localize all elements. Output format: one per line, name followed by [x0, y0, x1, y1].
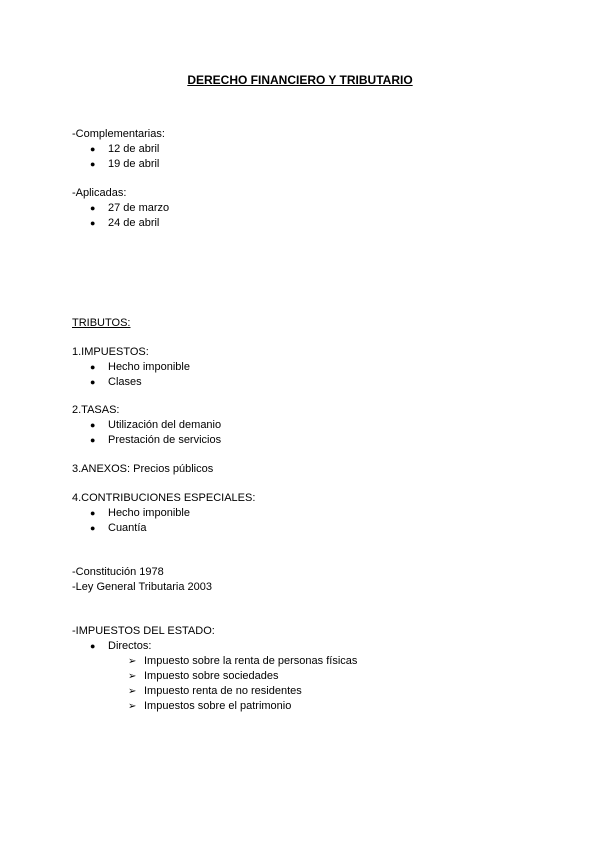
bullet-icon: ● [90, 641, 96, 651]
impuestos-estado-section [72, 624, 357, 714]
arrow-icon: ➢ [128, 656, 137, 667]
leyes-section [72, 565, 212, 595]
arrow-icon: ➢ [128, 671, 137, 682]
tributos-section [72, 316, 130, 331]
sub-list-item: ➢ Impuestos sobre el patrimonio [128, 700, 292, 712]
anexos-line: 3.ANEXOS: Precios públicos [72, 463, 214, 475]
list-item: ● Utilización del demanio [90, 419, 222, 431]
bullet-icon: ● [90, 159, 96, 169]
arrow-icon: ➢ [128, 701, 137, 712]
list-item: ● Prestación de servicios [90, 434, 222, 446]
tributos-heading: TRIBUTOS: [72, 317, 131, 329]
page-title: DERECHO FINANCIERO Y TRIBUTARIO [187, 73, 413, 87]
bullet-icon: ● [90, 523, 96, 533]
ley-line: -Ley General Tributaria 2003 [72, 581, 213, 593]
bullet-icon: ● [90, 218, 96, 228]
complementarias-section [72, 127, 165, 172]
list-item: ● Hecho imponible [90, 507, 190, 519]
complementarias-heading: -Complementarias: [72, 128, 165, 140]
list-item: ● 24 de abril [90, 217, 160, 229]
bullet-icon: ● [90, 377, 96, 387]
arrow-icon: ➢ [128, 686, 137, 697]
bullet-icon: ● [90, 144, 96, 154]
list-item: ● 12 de abril [90, 143, 160, 155]
contribuciones-section [72, 491, 255, 536]
impuestos-section [72, 345, 190, 390]
contribuciones-heading: 4.CONTRIBUCIONES ESPECIALES: [72, 492, 256, 504]
impuestos-estado-heading: -IMPUESTOS DEL ESTADO: [72, 625, 215, 637]
list-item: ● Clases [90, 376, 142, 388]
sub-list-item: ➢ Impuesto renta de no residentes [128, 685, 302, 697]
bullet-icon: ● [90, 362, 96, 372]
list-item: ● Cuantía [90, 522, 147, 534]
sub-list-item: ➢ Impuesto sobre la renta de personas físicas [128, 655, 358, 667]
bullet-icon: ● [90, 420, 96, 430]
list-item: ● Directos: [90, 640, 152, 652]
list-item: ● Hecho imponible [90, 361, 190, 373]
impuestos-heading: 1.IMPUESTOS: [72, 346, 149, 358]
aplicadas-section [72, 186, 169, 231]
anexos-section [72, 462, 213, 477]
bullet-icon: ● [90, 435, 96, 445]
tasas-heading: 2.TASAS: [72, 404, 120, 416]
ley-line: -Constitución 1978 [72, 566, 164, 578]
aplicadas-heading: -Aplicadas: [72, 187, 127, 199]
list-item: ● 19 de abril [90, 158, 160, 170]
bullet-icon: ● [90, 203, 96, 213]
list-item: ● 27 de marzo [90, 202, 170, 214]
tasas-section [72, 403, 221, 448]
bullet-icon: ● [90, 508, 96, 518]
sub-list-item: ➢ Impuesto sobre sociedades [128, 670, 279, 682]
